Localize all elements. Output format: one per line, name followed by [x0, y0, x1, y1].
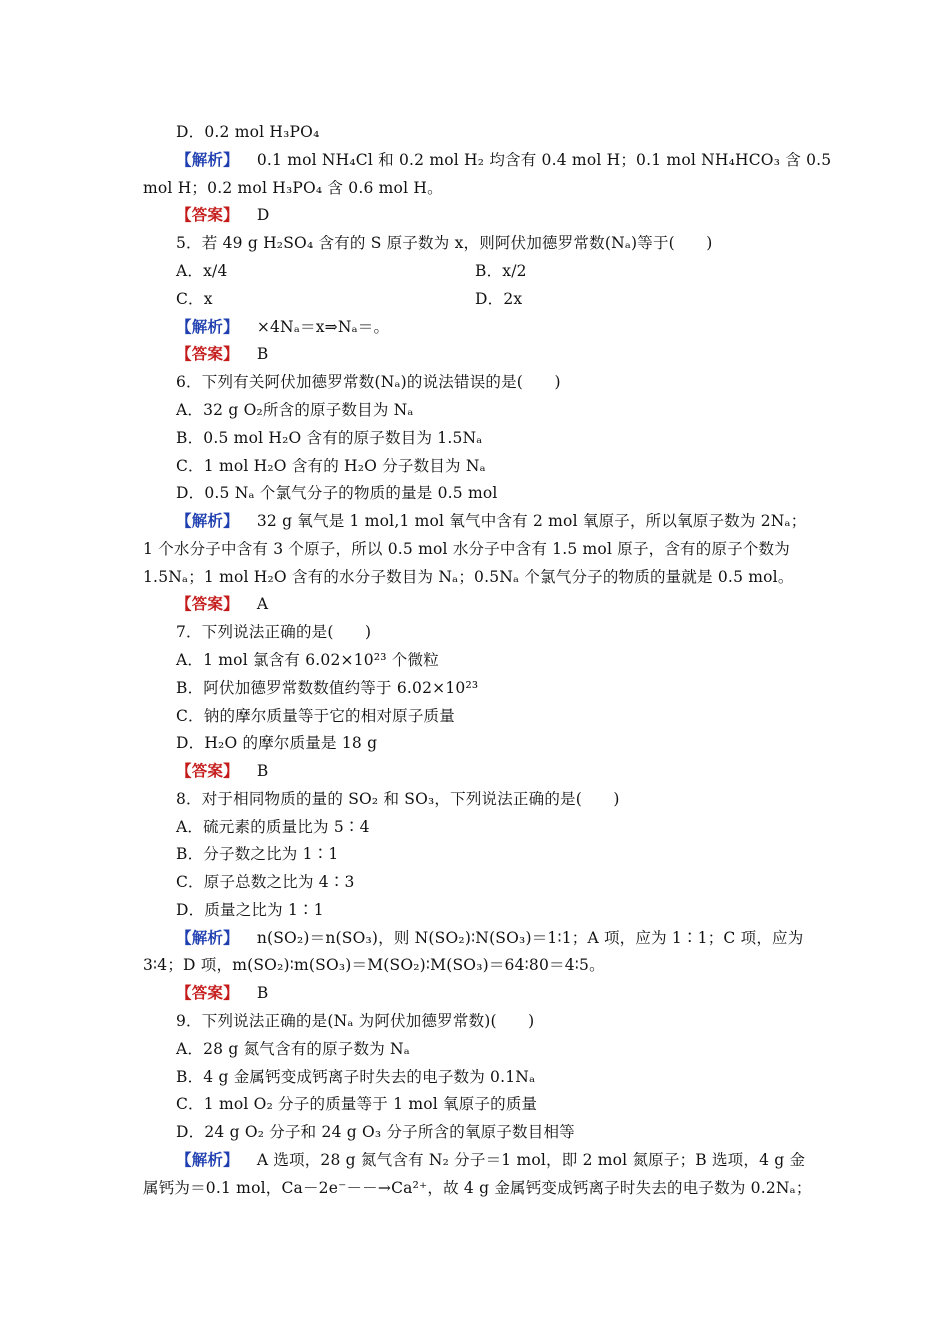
option-text: B．x/2 — [475, 262, 527, 280]
line-16 — [143, 566, 794, 588]
line-37 — [176, 1149, 805, 1171]
line-33 — [176, 1038, 410, 1060]
line-19 — [176, 649, 439, 671]
line-31 — [176, 982, 268, 1004]
answer-text: B — [256, 345, 269, 363]
line-36 — [176, 1121, 575, 1143]
analysis-text: mol H；0.2 mol H₃PO₄ 含 0.6 mol H。 — [143, 179, 443, 197]
analysis-text: A 选项，28 g 氮气含有 N₂ 分子＝1 mol，即 2 mol 氮原子；B 选项，4 g 金 — [256, 1151, 806, 1169]
line-23 — [176, 760, 268, 782]
option-text: C．1 mol H₂O 含有的 H₂O 分子数目为 Nₐ — [176, 457, 486, 475]
line-5b — [475, 260, 527, 282]
option-text: C．原子总数之比为 4∶3 — [176, 873, 355, 891]
answer-text: A — [256, 595, 269, 613]
option-text: D．H₂O 的摩尔质量是 18 g — [176, 734, 378, 752]
option-text: C．x — [176, 290, 213, 308]
option-text: D．0.2 mol H₃PO₄ — [176, 123, 320, 141]
answer-tag: 【答案】 — [176, 205, 239, 224]
line-30 — [143, 954, 605, 976]
analysis-text: ×4Nₐ＝x⇒Nₐ＝。 — [256, 318, 390, 336]
line-6 — [176, 288, 213, 310]
option-text: A．硫元素的质量比为 5∶4 — [176, 818, 370, 836]
line-0 — [176, 121, 320, 143]
line-22 — [176, 732, 377, 754]
line-27 — [176, 871, 355, 893]
line-15 — [143, 538, 790, 560]
line-29 — [176, 927, 803, 949]
analysis-text: 1.5Nₐ；1 mol H₂O 含有的水分子数目为 Nₐ；0.5Nₐ 个氯气分子的物质的量就是 0.5 mol。 — [143, 568, 794, 586]
line-6b — [475, 288, 522, 310]
line-9 — [176, 371, 561, 393]
analysis-tag: 【解析】 — [176, 317, 239, 336]
line-24 — [176, 788, 620, 810]
question-text: 9．下列说法正确的是(Nₐ 为阿伏加德罗常数)( ) — [176, 1012, 535, 1030]
option-text: D．24 g O₂ 分子和 24 g O₃ 分子所含的氧原子数目相等 — [176, 1123, 575, 1141]
option-text: B．阿伏加德罗常数数值约等于 6.02×10²³ — [176, 679, 479, 697]
line-14 — [176, 510, 806, 532]
question-text: 6．下列有关阿伏加德罗常数(Nₐ)的说法错误的是( ) — [176, 373, 561, 391]
question-text: 7．下列说法正确的是( ) — [176, 623, 372, 641]
line-2 — [143, 177, 443, 199]
analysis-text: 3∶4；D 项，m(SO₂)∶m(SO₃)＝M(SO₂)∶M(SO₃)＝64∶80＝4∶5。 — [143, 956, 605, 974]
analysis-text: 32 g 氧气是 1 mol,1 mol 氧气中含有 2 mol 氧原子，所以氧原子数为 2Nₐ； — [256, 512, 807, 530]
line-32 — [176, 1010, 534, 1032]
answer-text: D — [256, 206, 270, 224]
line-35 — [176, 1093, 537, 1115]
answer-text: B — [256, 762, 269, 780]
line-26 — [176, 843, 338, 865]
analysis-tag: 【解析】 — [176, 511, 239, 530]
option-text: D．0.5 Nₐ 个氯气分子的物质的量是 0.5 mol — [176, 484, 498, 502]
line-3 — [176, 204, 269, 226]
line-10 — [176, 399, 414, 421]
line-4 — [176, 232, 713, 254]
line-12 — [176, 455, 486, 477]
option-text: B．0.5 mol H₂O 含有的原子数目为 1.5Nₐ — [176, 429, 483, 447]
answer-tag: 【答案】 — [176, 344, 239, 363]
line-8 — [176, 343, 268, 365]
analysis-tag: 【解析】 — [176, 928, 239, 947]
answer-tag: 【答案】 — [176, 594, 239, 613]
line-11 — [176, 427, 482, 449]
analysis-text: n(SO₂)＝n(SO₃)，则 N(SO₂)∶N(SO₃)＝1∶1；A 项，应为 1∶1；C 项，应为 — [256, 929, 804, 947]
line-5 — [176, 260, 228, 282]
answer-tag: 【答案】 — [176, 983, 239, 1002]
line-17 — [176, 593, 268, 615]
option-text: A．1 mol 氯含有 6.02×10²³ 个微粒 — [176, 651, 439, 669]
line-13 — [176, 482, 498, 504]
line-38 — [143, 1177, 812, 1199]
option-text: B．分子数之比为 1∶1 — [176, 845, 339, 863]
line-21 — [176, 705, 455, 727]
option-text: D．2x — [475, 290, 523, 308]
line-7 — [176, 316, 389, 338]
line-1 — [176, 149, 831, 171]
answer-text: B — [256, 984, 269, 1002]
question-text: 5．若 49 g H₂SO₄ 含有的 S 原子数为 x，则阿伏加德罗常数(Nₐ)等于( ) — [176, 234, 713, 252]
answer-tag: 【答案】 — [176, 761, 239, 780]
question-text: 8．对于相同物质的量的 SO₂ 和 SO₃，下列说法正确的是( ) — [176, 790, 620, 808]
line-34 — [176, 1066, 535, 1088]
option-text: C．钠的摩尔质量等于它的相对原子质量 — [176, 707, 455, 725]
analysis-tag: 【解析】 — [176, 150, 239, 169]
analysis-text: 1 个水分子中含有 3 个原子，所以 0.5 mol 水分子中含有 1.5 mol 原子，含有的原子个数为 — [143, 540, 790, 558]
line-25 — [176, 816, 370, 838]
option-text: A．x/4 — [176, 262, 228, 280]
line-18 — [176, 621, 371, 643]
option-text: B．4 g 金属钙变成钙离子时失去的电子数为 0.1Nₐ — [176, 1068, 536, 1086]
option-text: C．1 mol O₂ 分子的质量等于 1 mol 氧原子的质量 — [176, 1095, 538, 1113]
line-20 — [176, 677, 478, 699]
analysis-text: 属钙为＝0.1 mol，Ca－2e⁻－－→Ca²⁺，故 4 g 金属钙变成钙离子时失去的电子数为 0.2Nₐ； — [143, 1179, 812, 1197]
analysis-text: 0.1 mol NH₄Cl 和 0.2 mol H₂ 均含有 0.4 mol H；0.1 mol NH₄HCO₃ 含 0.5 — [256, 151, 832, 169]
option-text: A．32 g O₂所含的原子数目为 Nₐ — [176, 401, 414, 419]
line-28 — [176, 899, 324, 921]
analysis-tag: 【解析】 — [176, 1150, 239, 1169]
option-text: A．28 g 氮气含有的原子数为 Nₐ — [176, 1040, 410, 1058]
option-text: D．质量之比为 1∶1 — [176, 901, 324, 919]
